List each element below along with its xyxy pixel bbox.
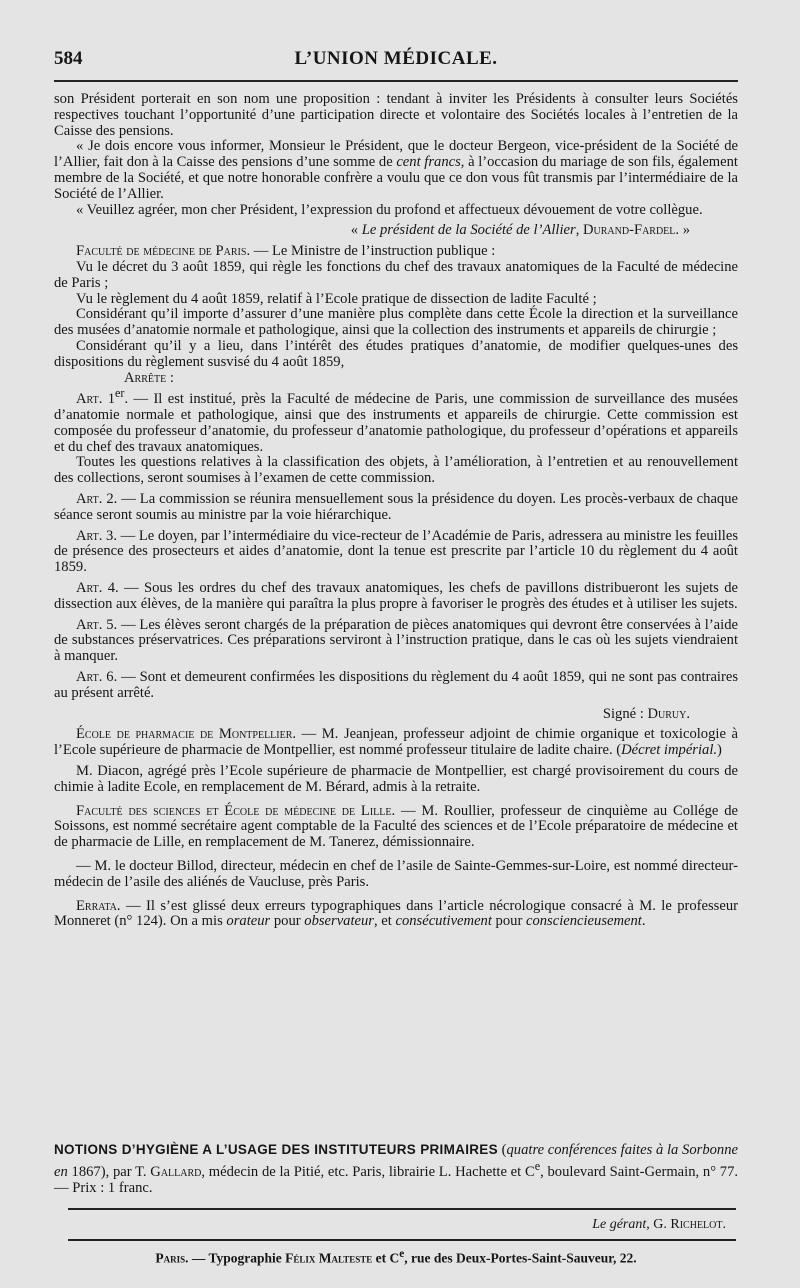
text-run: e <box>534 1159 541 1173</box>
text-run: École de pharmacie de Montpellier <box>76 726 293 743</box>
text-run: . — M. Roullier, professeur de cinquième au Collége de Soissons, est nommé secrétaire agent comptable de la Faculté des sciences et de l’Ecole préparatoire de médecine et de pharmacie de Lille, en remplacement de M. Tanerez, démissionnaire. <box>54 802 738 851</box>
text-run: son Président porterait en son nom une proposition : tendant à inviter les Présidents à consulter leurs Sociétés respectives touchant l’opportunité d’une participation directe et volontaire des Sociétés locales à l’entretien de la Caisse des pensions. <box>54 91 738 139</box>
text-run: . — M. Jeanjean, professeur adjoint de chimie organique et toxicologie à l’Ecole supérieure de pharmacie de Montpellier, est nommé professeur titulaire de ladite chaire. ( <box>54 726 738 759</box>
text-run: Considérant qu’il importe d’assurer d’une manière plus complète dans cette École la direction et la surveillance des musées d’anatomie normale et pathologique, ainsi que la collection des instruments et appareils de chirurgie ; <box>54 306 738 339</box>
text-run: Richelot <box>670 1217 723 1232</box>
text-run: . <box>641 913 646 930</box>
paragraph-faculte-paris <box>54 244 738 260</box>
text-run: e <box>399 1248 405 1260</box>
text-run: Signé : <box>602 705 648 722</box>
paragraph-errata <box>54 899 738 931</box>
text-run: Art. 3 <box>76 527 114 544</box>
text-run: Art. 4 <box>76 579 116 596</box>
text-run: Le gérant <box>592 1217 647 1232</box>
paragraph-vu-reglement <box>54 292 738 308</box>
text-run: er <box>115 386 125 401</box>
footer-rule-bottom <box>68 1239 736 1241</box>
page-number: 584 <box>54 48 83 69</box>
text-run: . <box>722 1217 726 1232</box>
article-3 <box>54 529 738 576</box>
text-run: Le président de la Société de l’Allier <box>361 222 576 239</box>
book-notice <box>54 1142 738 1196</box>
text-run: Arrête : <box>124 369 174 386</box>
article-body <box>54 92 738 930</box>
text-run: Faculté des sciences et École de médecine de Lille <box>76 802 392 819</box>
text-run: Vu le règlement du 4 août 1859, relatif à l’Ecole pratique de dissection de ladite Faculté ; <box>76 290 597 307</box>
text-run: Art. 2 <box>76 490 114 507</box>
text-run: , rue des Deux-Portes-Saint-Sauveur, 22. <box>404 1250 637 1266</box>
text-run: M. Diacon, agrégé près l’Ecole supérieure de pharmacie de Montpellier, est chargé provisoirement du cours de chimie à ladite Ecole, en remplacement de M. Bérard, admis à la retraite. <box>54 762 738 795</box>
printer-imprint <box>54 1248 738 1267</box>
text-run: Considérant qu’il y a lieu, dans l’intérêt des études pratiques d’anatomie, de modifier quelques-unes des dispositions du règlement susvisé du 4 août 1859, <box>54 337 738 370</box>
gerant-line <box>54 1217 726 1233</box>
text-run: pour <box>270 913 305 930</box>
article-4 <box>54 581 738 613</box>
text-run: Faculté de médecine de Paris <box>76 243 247 260</box>
text-run: . — Le doyen, par l’intermédiaire du vice-recteur de l’Académie de Paris, adressera au ministre les feuilles de présence des prosecteurs et aides d’anatomie, dont la tenue est prescrite par l’article 10 du règlement du 4 août 1859. <box>54 527 738 576</box>
text-run: « Je dois encore vous informer, Monsieur le Président, que le docteur Bergeon, vice-président de la Société de l’Allier, fait don à la Caisse des pensions d’une somme de <box>54 138 738 171</box>
text-run: . — Il est institué, près la Faculté de médecine de Paris, une commission de surveillance des musées d’anatomie normale et pathologique, ainsi que des instruments et appareils de chirurgie. Cette commission est composée du professeur d’anatomie, du professeur d’anatomie pathologique, du professeur d’opérations et appareils et du chef des travaux anatomiques. <box>54 391 739 455</box>
footer-rule <box>68 1208 736 1210</box>
running-title: L’UNION MÉDICALE. <box>294 48 498 69</box>
paragraph-montpellier <box>54 727 738 759</box>
text-run: , et <box>373 913 396 930</box>
paragraph-questions <box>54 455 738 487</box>
text-run: . — Typographie <box>185 1250 286 1266</box>
text-run: Gallard <box>150 1163 202 1180</box>
arrete-heading <box>54 371 738 387</box>
text-run: . — Le Ministre de l’instruction publique : <box>246 243 496 260</box>
text-run: « Veuillez agréer, mon cher Président, l’expression du profond et affectueux dévouement de votre collègue. <box>76 201 703 218</box>
paragraph-salutation <box>54 203 738 219</box>
text-run: Vu le décret du 3 août 1859, qui règle les fonctions du chef des travaux anatomiques de la Faculté de médecine de Paris ; <box>54 258 738 291</box>
article-6 <box>54 670 738 702</box>
paragraph-considerant-2 <box>54 339 738 371</box>
text-run: , <box>575 222 583 239</box>
text-run: , médecin de la Pitié, etc. Paris, librairie L. Hachette et C <box>201 1163 535 1180</box>
letter-signature <box>54 223 738 239</box>
text-run: , G. <box>646 1217 671 1232</box>
text-run: . — Les élèves seront chargés de la préparation de pièces anatomiques qui devront être conservées à l’aide de substances préservatrices. Ces préparations serviront à l’instruction pratique, dans le cas où les sujets viendraient à manquer. <box>54 616 738 665</box>
text-run: Art. 5 <box>76 616 114 633</box>
text-run: « <box>350 222 362 239</box>
article-1 <box>54 386 738 455</box>
text-run: orateur <box>226 913 271 930</box>
text-run: . » <box>675 222 690 239</box>
text-run: Art. 6 <box>76 668 114 685</box>
text-run: . — Sont et demeurent confirmées les dispositions du règlement du 4 août 1859, qui ne sont pas contraires au présent arrêté. <box>54 668 738 701</box>
article-2 <box>54 492 738 524</box>
text-run: . — La commission se réunira mensuellement sous la présidence du doyen. Les procès-verbaux de chaque séance seront soumis au ministre par la voie hiérarchique. <box>54 490 739 523</box>
text-run: . — Il s’est glissé deux erreurs typographiques dans l’article nécrologique consacré à M. le professeur Monneret (n° 124). On a mis <box>54 897 738 930</box>
text-run: Paris <box>155 1250 186 1266</box>
text-run: Félix Malteste <box>285 1250 373 1266</box>
text-run: ) <box>717 742 722 759</box>
text-run: et C <box>372 1250 400 1266</box>
page-header <box>54 48 738 72</box>
text-run: Errata <box>76 897 117 914</box>
paragraph-lille <box>54 804 738 851</box>
text-run: Art. 1 <box>76 391 116 408</box>
text-run: Durand-Fardel <box>583 222 676 239</box>
text-run: — M. le docteur Billod, directeur, médecin en chef de l’asile de Sainte-Gemmes-sur-Loire, est nommé directeur-médecin de l’asile des aliénés de Vaucluse, près Paris. <box>54 857 738 890</box>
text-run: cent francs <box>396 154 461 171</box>
text-run: quatre conférences faites à la Sorbonne en <box>54 1142 739 1180</box>
text-run: observateur <box>304 913 374 930</box>
text-run: , boulevard Saint-Germain, n° 77. — Prix : 1 franc. <box>54 1163 739 1196</box>
text-run: NOTIONS D’HYGIÈNE A L’USAGE DES INSTITUTEURS PRIMAIRES <box>54 1142 498 1157</box>
article-5 <box>54 618 738 665</box>
text-run: . <box>686 705 690 722</box>
text-run: ( <box>497 1142 507 1158</box>
paragraph-vu-decret <box>54 260 738 292</box>
text-run: , à l’occasion du mariage de son fils, également membre de la Société, et que notre honorable confrère a voulu que ce don vous fût transmis par l’intermédiaire de la Société de l’Allier. <box>54 154 738 202</box>
signature-duruy <box>54 707 738 723</box>
text-run: consciencieusement <box>525 913 642 930</box>
paragraph-caisse-proposition <box>54 92 738 139</box>
text-run: consécutivement <box>395 913 492 930</box>
text-run: pour <box>491 913 526 930</box>
text-run: Duruy <box>647 705 687 722</box>
paragraph-diacon <box>54 764 738 796</box>
text-run: 1867), par T. <box>67 1163 151 1180</box>
paragraph-bergeon-don <box>54 139 738 202</box>
paragraph-considerant-1 <box>54 307 738 339</box>
paragraph-billod <box>54 859 738 891</box>
text-run: Toutes les questions relatives à la classification des objets, à l’amélioration, à l’entretien et au renouvellement des collections, seront soumises à l’examen de cette commission. <box>54 454 738 487</box>
text-run: Décret impérial. <box>621 742 718 759</box>
header-rule <box>54 80 738 82</box>
text-run: . — Sous les ordres du chef des travaux anatomiques, les chefs de pavillons distribueront les sujets de dissection aux élèves, de la manière qui paraîtra la plus propre à favoriser le progrès des études et à utiliser les sujets. <box>54 579 738 612</box>
